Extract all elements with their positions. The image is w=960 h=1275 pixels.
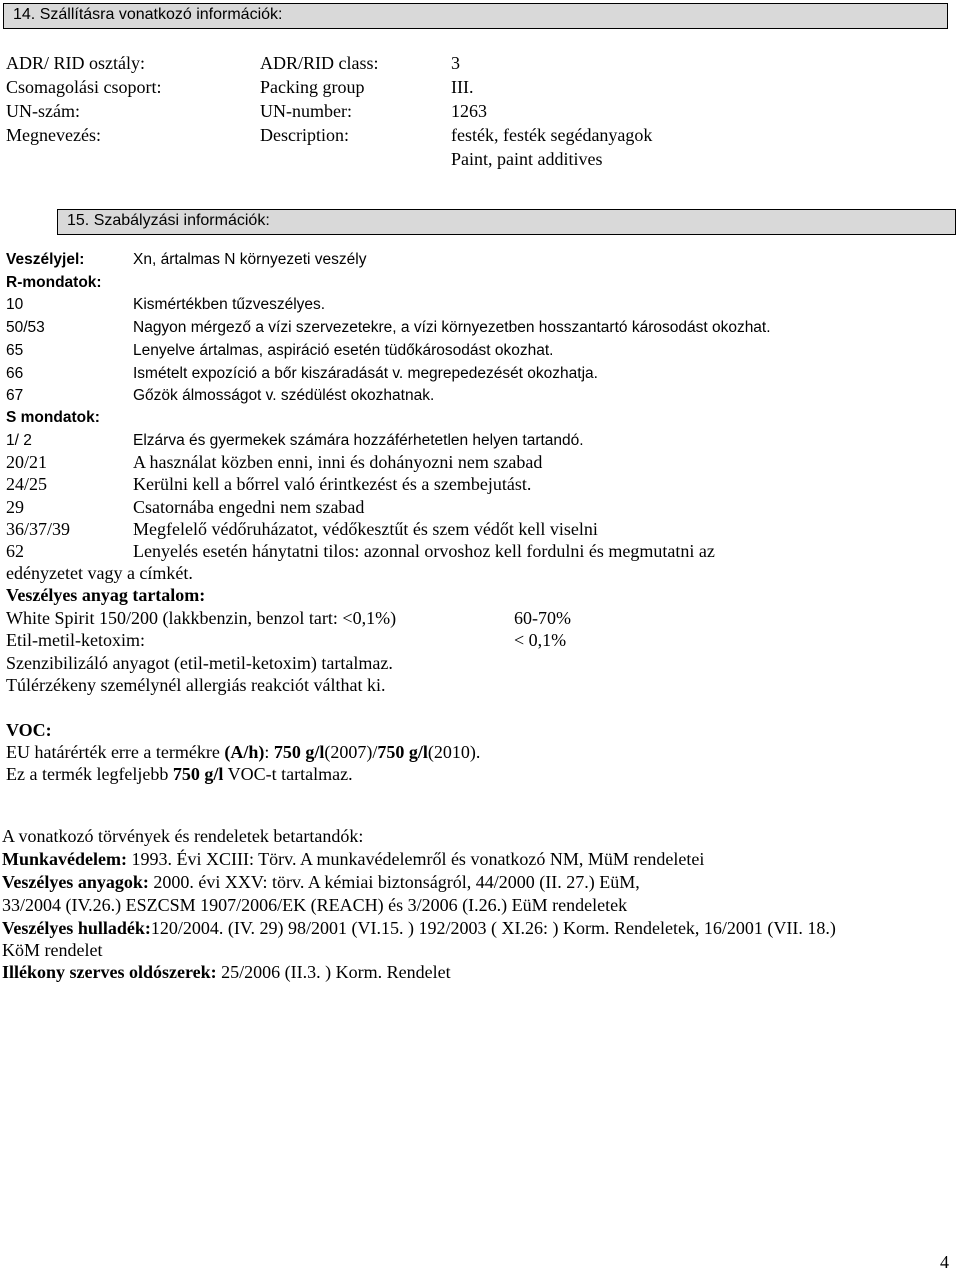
row-value: 3 [451,53,460,73]
voc-text: (2007)/ [324,742,378,762]
s-text: Lenyelés esetén hánytatni tilos: azonnal orvoshoz kell fordulni és megmutatni az [133,541,715,561]
row-label-en: ADR/RID class: [260,53,379,73]
row-label-en: Description: [260,125,349,145]
voc-limit: 750 g/l [172,764,224,784]
hazardous-note: Túlérzékeny személynél allergiás reakciót válthat ki. [6,675,386,695]
s-text: Elzárva és gyermekek számára hozzáférhetetlen helyen tartandó. [133,432,584,449]
r-code: 10 [6,296,24,313]
s-text: Kerülni kell a bőrrel való érintkezést és a szembejutást. [133,474,532,494]
row-label-hu: UN-szám: [6,101,80,121]
r-text: Gőzök álmosságot v. szédülést okozhatnak. [133,387,435,404]
veszelyjel-label: Veszélyjel: [6,251,85,268]
row-label-en: UN-number: [260,101,352,121]
r-text: Lenyelve ártalmas, aspiráció esetén tüdőkárosodást okozhat. [133,342,554,359]
row-label-hu: Megnevezés: [6,125,101,145]
hazardous-value: 60-70% [514,608,571,628]
s-code: 24/25 [6,474,48,494]
hazardous-name: Etil-metil-ketoxim: [6,630,145,650]
law-text-continued: KöM rendelet [2,940,103,960]
s-text: A használat közben enni, inni és dohányozni nem szabad [133,452,543,472]
law-text: 120/2004. (IV. 29) 98/2001 (VI.15. ) 192/2003 ( XI.26: ) Korm. Rendeletek, 16/2001 (VII. 18.) [150,918,836,938]
row-label-hu: ADR/ RID osztály: [6,53,145,73]
voc-limit: 750 g/l [273,742,325,762]
voc-text: EU határérték erre a termékre [6,742,225,762]
law-text-continued: 33/2004 (IV.26.) ESZCSM 1907/2006/EK (REACH) és 3/2006 (I.26.) EüM rendeletek [2,895,628,915]
voc-line-1 [6,742,480,763]
r-mondatok-label: R-mondatok: [6,274,102,291]
law-label: Munkavédelem: [2,849,127,869]
row-value: 1263 [451,101,487,121]
r-text: Ismételt expozíció a bőr kiszáradását v. megrepedezését okozhatja. [133,365,598,382]
s-text: Megfelelő védőruházatot, védőkesztűt és szem védőt kell viselni [133,519,598,539]
hazardous-name: White Spirit 150/200 (lakkbenzin, benzol tart: <0,1%) [6,608,397,628]
r-text: Nagyon mérgező a vízi szervezetekre, a vízi környezetben hosszantartó károsodást okozhat. [133,319,771,336]
law-label: Veszélyes hulladék: [2,918,151,938]
s-code: 36/37/39 [6,519,71,539]
page-number: 4 [940,1252,949,1272]
row-label-hu: Csomagolási csoport: [6,77,162,97]
s-code: 62 [6,541,24,561]
s-code: 29 [6,497,24,517]
hazardous-heading: Veszélyes anyag tartalom: [6,585,206,605]
description-extra: Paint, paint additives [451,149,603,169]
voc-text: : [264,742,274,762]
s-text-continued: edényzetet vagy a címkét. [6,563,193,583]
section-14-header [3,3,948,29]
r-text: Kismértékben tűzveszélyes. [133,296,326,313]
laws-intro: A vonatkozó törvények és rendeletek betartandók: [2,826,364,846]
law-label: Veszélyes anyagok: [2,872,149,892]
law-illekony [2,962,451,983]
voc-line-2 [6,764,353,785]
s-mondatok-label: S mondatok: [6,409,100,426]
row-value: III. [451,77,474,97]
s-code: 1/ 2 [6,432,32,449]
law-veszelyes-hulladek [2,918,836,939]
r-code: 66 [6,365,24,382]
s-text: Csatornába engedni nem szabad [133,497,365,517]
row-label-en: Packing group [260,77,365,97]
veszelyjel-value: Xn, ártalmas N környezeti veszély [133,251,367,268]
law-veszelyes-anyagok [2,872,640,893]
hazardous-value: < 0,1% [514,630,567,650]
voc-text: Ez a termék legfeljebb [6,764,173,784]
section-15-header [57,209,956,235]
law-text: 2000. évi XXV: törv. A kémiai biztonságról, 44/2000 (II. 27.) EüM, [148,872,640,892]
voc-heading: VOC: [6,720,52,740]
law-text: 25/2006 (II.3. ) Korm. Rendelet [216,962,451,982]
row-value: festék, festék segédanyagok [451,125,653,145]
r-code: 65 [6,342,24,359]
voc-unit: (A/h) [224,742,265,762]
s-code: 20/21 [6,452,48,472]
voc-text: (2010). [427,742,481,762]
law-text: 1993. Évi XCIII: Törv. A munkavédelemről és vonatkozó NM, MüM rendeletei [127,849,705,869]
hazardous-note: Szenzibilizáló anyagot (etil-metil-ketoxim) tartalmaz. [6,653,393,673]
section-15-title: 15. Szabályzási információk: [67,212,270,229]
law-munkavedelem [2,849,704,870]
r-code: 50/53 [6,319,45,336]
section-14-title: 14. Szállításra vonatkozó információk: [13,6,283,23]
voc-limit: 750 g/l [377,742,428,762]
r-code: 67 [6,387,24,404]
voc-text: VOC-t tartalmaz. [223,764,353,784]
law-label: Illékony szerves oldószerek: [2,962,217,982]
